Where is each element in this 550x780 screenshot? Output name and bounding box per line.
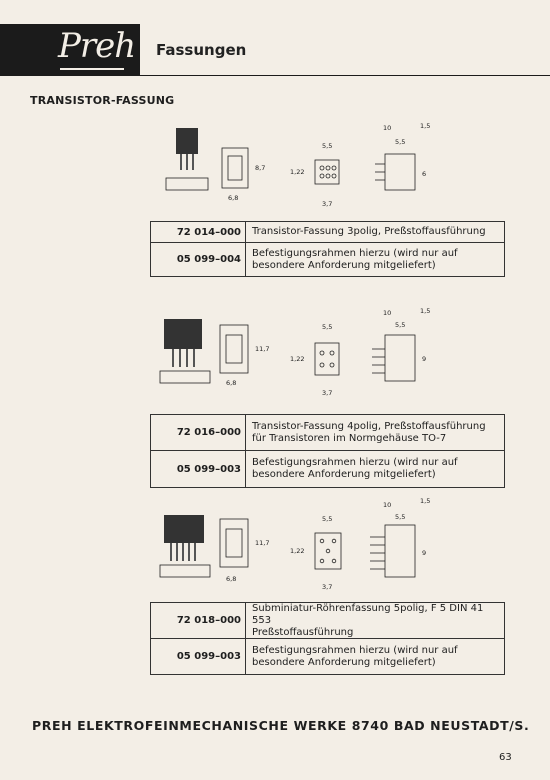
- dim-d: 10: [383, 124, 392, 132]
- dim-e: 1,5: [420, 497, 431, 505]
- dim-i: 11,7: [255, 539, 270, 547]
- dim-h: 6,8: [226, 379, 237, 387]
- dim-f: 5,5: [395, 513, 406, 521]
- side-view: [385, 154, 415, 190]
- table-row: [151, 222, 504, 242]
- side-view: [385, 335, 415, 381]
- technical-drawing-3: [150, 497, 450, 592]
- part-description: Transistor-Fassung 4polig, Preßstoffausführung für Transistoren im Normgehäuse TO-7: [252, 420, 486, 444]
- page-number: 63: [499, 752, 512, 763]
- parts-table-3: [150, 602, 505, 675]
- technical-drawing-2: [150, 305, 450, 400]
- dim-g: 9: [422, 355, 427, 363]
- dim-i: 11,7: [255, 345, 270, 353]
- table-row: [151, 242, 504, 276]
- dim-a: 5,5: [322, 142, 333, 150]
- dim-c: 3,7: [322, 389, 333, 397]
- dim-c: 3,7: [322, 200, 333, 208]
- dim-a: 5,5: [322, 323, 333, 331]
- part-code: 72 018–000: [151, 603, 246, 638]
- table-row: [151, 450, 504, 487]
- frame-photo: [160, 565, 210, 577]
- part-code: 72 014–000: [151, 222, 246, 242]
- frame-photo: [166, 178, 208, 190]
- parts-table-2: [150, 414, 505, 488]
- section-title: Fassungen: [156, 41, 247, 59]
- part-description: Subminiatur-Röhrenfassung 5polig, F 5 DIN 41 553 Preßstoffausführung: [252, 602, 484, 638]
- top-view: [220, 519, 248, 567]
- dim-h: 6,8: [226, 575, 237, 583]
- page-subtitle: TRANSISTOR-FASSUNG: [30, 94, 175, 107]
- pin-view: [315, 160, 339, 184]
- top-view: [222, 148, 248, 188]
- dim-e: 1,5: [420, 122, 431, 130]
- socket-photo: [176, 128, 198, 154]
- technical-drawing-1: [150, 118, 450, 213]
- figure-item-3: [150, 497, 450, 592]
- dim-h: 6,8: [228, 194, 239, 202]
- part-description: Befestigungsrahmen hierzu (wird nur auf besondere Anforderung mitgeliefert): [252, 644, 458, 668]
- dim-b: 1,22: [290, 547, 305, 555]
- pin-view: [315, 533, 341, 569]
- side-view: [385, 525, 415, 577]
- part-code: 05 099–003: [151, 451, 246, 487]
- socket-photo: [164, 515, 204, 543]
- logo-underline: [60, 68, 124, 70]
- part-description: Transistor-Fassung 3polig, Preßstoffausführung: [252, 226, 486, 237]
- dim-d: 10: [383, 309, 392, 317]
- dim-b: 1,22: [290, 355, 305, 363]
- part-description: Befestigungsrahmen hierzu (wird nur auf besondere Anforderung mitgeliefert): [252, 247, 458, 271]
- header-rule: [140, 75, 550, 76]
- dim-a: 5,5: [322, 515, 333, 523]
- frame-photo: [160, 371, 210, 383]
- part-description: Befestigungsrahmen hierzu (wird nur auf besondere Anforderung mitgeliefert): [252, 457, 458, 480]
- figure-item-2: [150, 305, 450, 400]
- dim-e: 1,5: [420, 307, 431, 315]
- dim-i: 8,7: [255, 164, 266, 172]
- part-code: 72 016–000: [151, 415, 246, 450]
- figure-item-1: [150, 118, 450, 213]
- part-code: 05 099–003: [151, 639, 246, 674]
- dim-f: 5,5: [395, 138, 406, 146]
- top-view: [220, 325, 248, 373]
- table-row: [151, 603, 504, 638]
- dim-b: 1,22: [290, 168, 305, 176]
- pin-view: [315, 343, 339, 375]
- parts-table-1: [150, 221, 505, 277]
- dim-c: 3,7: [322, 583, 333, 591]
- socket-photo: [164, 319, 202, 349]
- footer-company: PREH ELEKTROFEINMECHANISCHE WERKE 8740 BAD NEUSTADT/S.: [32, 718, 530, 733]
- dim-f: 5,5: [395, 321, 406, 329]
- dim-g: 6: [422, 170, 427, 178]
- logo: [0, 24, 140, 76]
- logo-text: Preh: [58, 26, 136, 66]
- table-row: [151, 415, 504, 450]
- table-row: [151, 638, 504, 674]
- dim-d: 10: [383, 501, 392, 509]
- header-bar: [0, 24, 550, 76]
- dim-g: 9: [422, 549, 427, 557]
- part-code: 05 099–004: [151, 243, 246, 276]
